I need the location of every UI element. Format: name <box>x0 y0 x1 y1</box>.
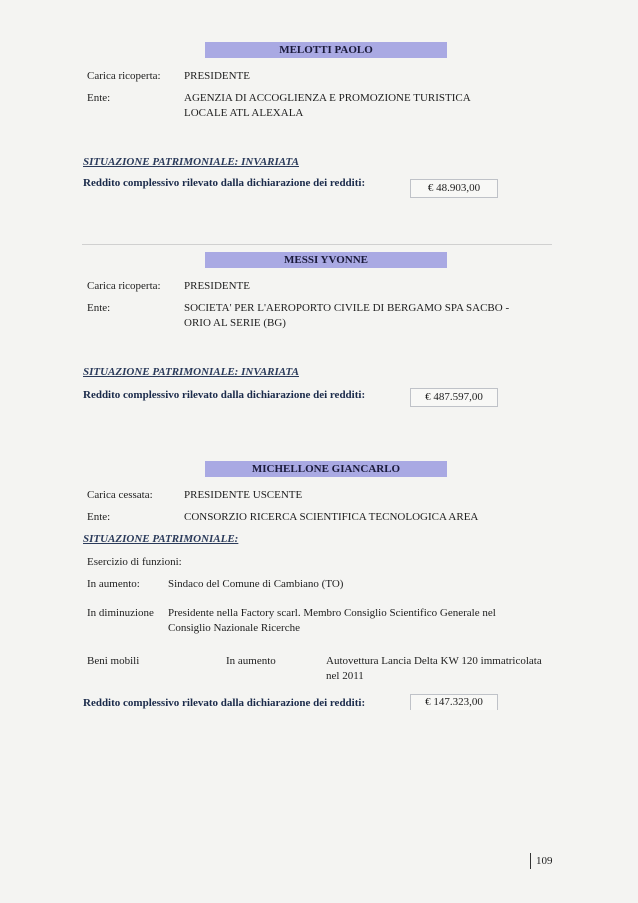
ente-label: Ente: <box>87 511 111 523</box>
role-label: Carica ricoperta: <box>87 280 161 292</box>
reddito-label: Reddito complessivo rilevato dalla dichiarazione dei redditi: <box>83 177 366 189</box>
ente-value-line2: ORIO AL SERIE (BG) <box>184 317 286 329</box>
aumento-value: Sindaco del Comune di Cambiano (TO) <box>168 578 344 590</box>
role-label: Carica cessata: <box>87 489 153 501</box>
diminuzione-value-line2: Consiglio Nazionale Ricerche <box>168 622 300 634</box>
beni-mobili-label: Beni mobili <box>87 655 140 667</box>
situazione-patrimoniale-heading: SITUAZIONE PATRIMONIALE: INVARIATA <box>83 366 299 378</box>
reddito-label: Reddito complessivo rilevato dalla dichiarazione dei redditi: <box>83 389 366 401</box>
ente-value-line1: SOCIETA' PER L'AEROPORTO CIVILE DI BERGAMO SPA SACBO - <box>184 302 510 314</box>
beni-mobili-change: In aumento <box>226 655 276 667</box>
person-name-bar: MESSI YVONNE <box>205 252 447 268</box>
page-number: 109 <box>530 853 553 869</box>
ente-label: Ente: <box>87 92 111 104</box>
beni-mobili-value-line1: Autovettura Lancia Delta KW 120 immatricolata <box>326 655 542 667</box>
reddito-amount-box: € 48.903,00 <box>410 179 498 198</box>
aumento-label: In aumento: <box>87 578 140 590</box>
diminuzione-label: In diminuzione <box>87 607 154 619</box>
person-name-bar: MELOTTI PAOLO <box>205 42 447 58</box>
role-value: PRESIDENTE USCENTE <box>184 489 303 501</box>
role-value: PRESIDENTE <box>184 70 250 82</box>
role-label: Carica ricoperta: <box>87 70 161 82</box>
ente-value-line1: AGENZIA DI ACCOGLIENZA E PROMOZIONE TURISTICA <box>184 92 471 104</box>
reddito-amount-box: € 147.323,00 <box>410 694 498 710</box>
section-divider <box>82 244 552 245</box>
situazione-patrimoniale-heading: SITUAZIONE PATRIMONIALE: INVARIATA <box>83 156 299 168</box>
reddito-amount-box: € 487.597,00 <box>410 388 498 407</box>
ente-value-line2: LOCALE ATL ALEXALA <box>184 107 304 119</box>
esercizio-funzioni-label: Esercizio di funzioni: <box>87 556 182 568</box>
diminuzione-value-line1: Presidente nella Factory scarl. Membro Consiglio Scientifico Generale nel <box>168 607 496 619</box>
person-name-bar: MICHELLONE GIANCARLO <box>205 461 447 477</box>
situazione-patrimoniale-heading: SITUAZIONE PATRIMONIALE: <box>83 533 239 545</box>
ente-value-line1: CONSORZIO RICERCA SCIENTIFICA TECNOLOGICA AREA <box>184 511 479 523</box>
ente-label: Ente: <box>87 302 111 314</box>
reddito-label: Reddito complessivo rilevato dalla dichiarazione dei redditi: <box>83 697 366 709</box>
role-value: PRESIDENTE <box>184 280 250 292</box>
beni-mobili-value-line2: nel 2011 <box>326 670 364 682</box>
